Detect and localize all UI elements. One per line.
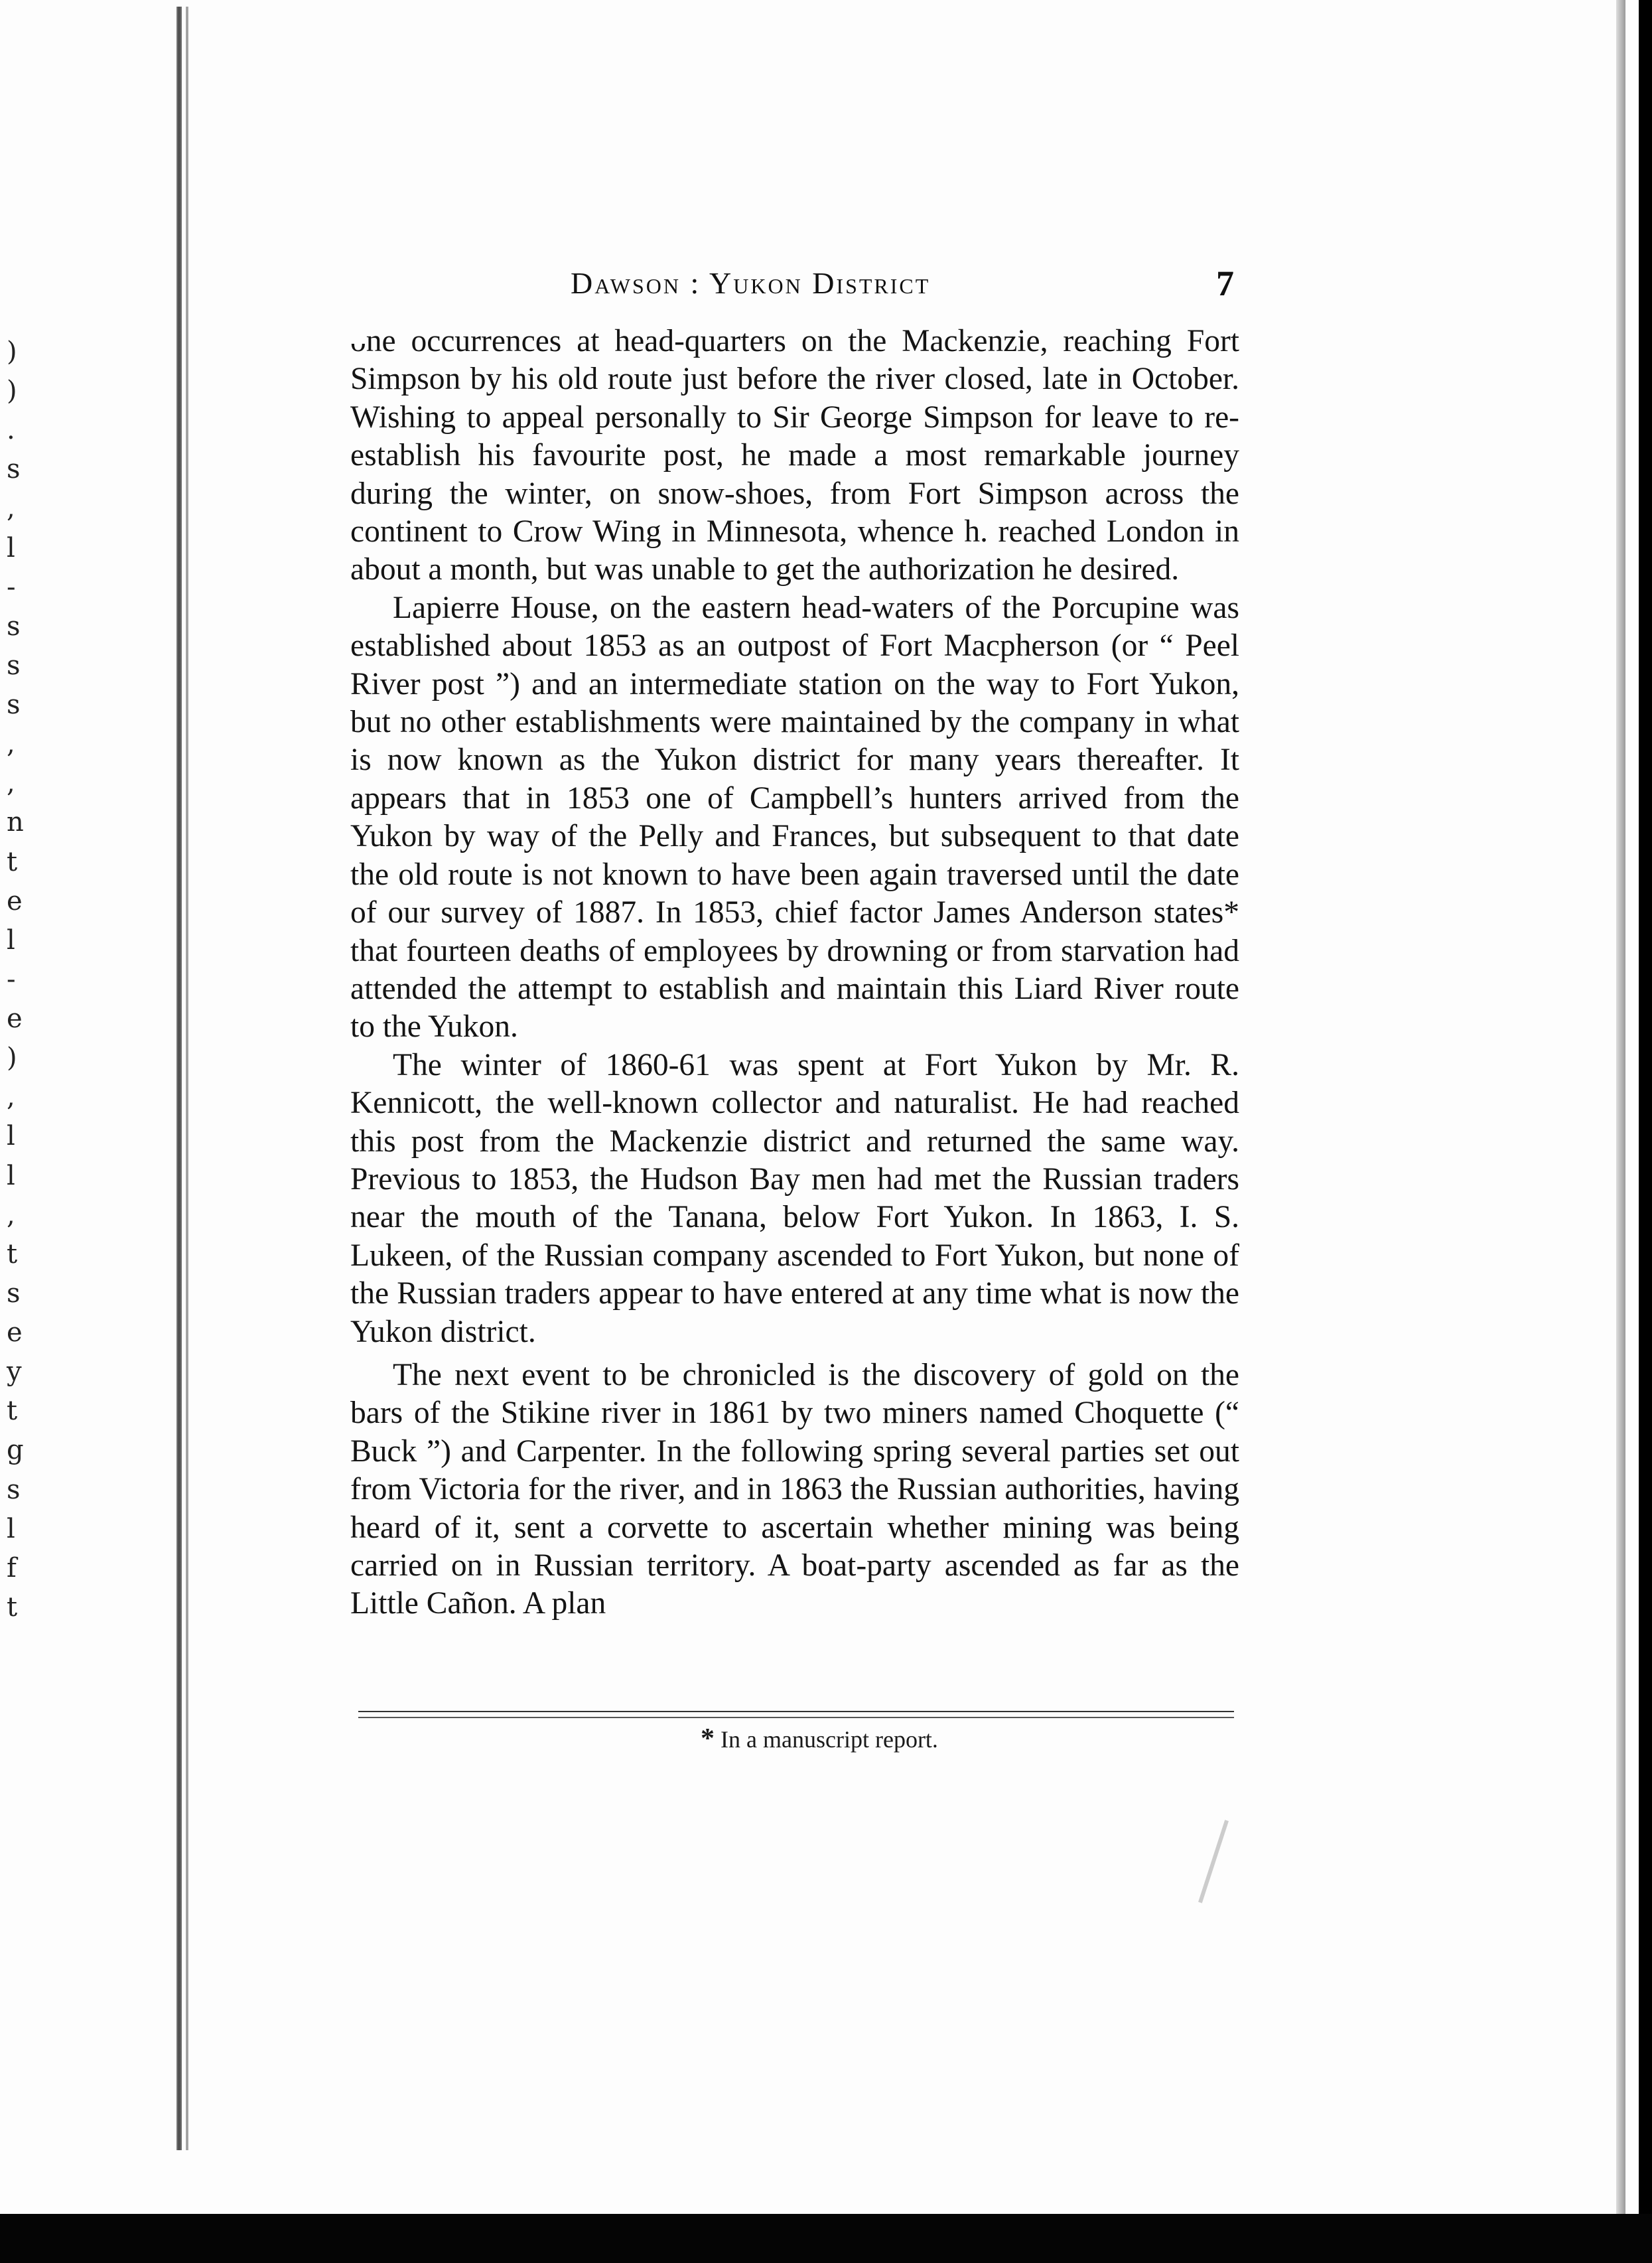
paragraph-3: The winter of 1860-61 was spent at Fort Yukon by Mr. R. Kennicott, the well-known collector and naturalist. He had reached this post from the Mackenzie district and returned the same way. Previous to 1853, the Hudson Bay men had met the Russian traders near the mouth of the Tanana, below Fort Yukon. In 1863, I. S. Lukeen, of the Russian company ascended to Fort Yukon, but none of the Russian traders appear to have entered at any time what is now the Yukon district. xyxy=(350,1047,1239,1349)
footnote-text: In a manuscript report. xyxy=(721,1726,938,1753)
facing-page-fragment: ) xyxy=(7,336,17,367)
facing-page-fragment: s xyxy=(7,690,21,721)
facing-page-fragment: s xyxy=(7,611,21,642)
facing-page-fragment: s xyxy=(7,650,21,681)
facing-page-fragment: , xyxy=(7,729,15,760)
facing-page-fragment: l xyxy=(7,1513,15,1544)
facing-page-fragment: l xyxy=(7,532,15,563)
page-edge-shadow xyxy=(1616,0,1625,2217)
footnote-rule xyxy=(358,1711,1234,1718)
facing-page-fragment: y xyxy=(7,1356,22,1388)
footnote-marker: * xyxy=(701,1723,715,1754)
facing-page-fragment: t xyxy=(7,1238,18,1270)
facing-page-fragment: s xyxy=(7,1278,21,1309)
facing-page-fragment: ) xyxy=(7,376,17,407)
facing-page-fragment: t xyxy=(7,1591,18,1623)
facing-page-fragment: l xyxy=(7,1160,15,1191)
paragraph-2: Lapierre House, on the eastern head-waters of the Porcupine was established about 1853 as an outpost of Fort Macpherson (or “ Peel River post ”) and an intermediate station on the way to Fort Yukon, but no other establishments were maintained by the company in what is now known as the Yukon district for many years thereafter. It appears that in 1853 one of Campbell’s hunters arrived from the Yukon by way of the Pelly and Frances, but subsequent to that date the old route is not known to have been again traversed until the date of our survey of 1887. In 1853, chief factor James Anderson states* that fourteen deaths of employees by drowning or from starvation had attended the attempt to establish and maintain this Liard River route to the Yukon. xyxy=(350,590,1239,1045)
body-text xyxy=(350,323,1239,1623)
footnote xyxy=(0,1723,1639,1755)
facing-page-fragment: g xyxy=(7,1435,24,1466)
binding-line xyxy=(176,7,182,2150)
facing-page-fragment: f xyxy=(7,1552,17,1583)
facing-page-fragment: - xyxy=(7,964,16,995)
facing-page-fragment: s xyxy=(7,1474,21,1505)
scan-scratch-mark xyxy=(1198,1820,1229,1903)
facing-page-fragment: l xyxy=(7,924,15,956)
facing-page-fragment: s xyxy=(7,454,21,485)
facing-page-fragments xyxy=(0,0,27,2217)
facing-page-fragment: ) xyxy=(7,1043,17,1074)
facing-page-fragment: , xyxy=(7,493,15,524)
facing-page-fragment: e xyxy=(7,1317,23,1349)
paragraph-1: ᴗne occurrences at head-quarters on the Mackenzie, reaching Fort Simpson by his old route just before the river closed, late in October. Wishing to appeal personally to Sir George Simpson for leave to re-establish his favourite post, he made a most remarkable journey during the winter, on snow-shoes, from Fort Simpson across the continent to Crow Wing in Minnesota, whence h. reached London in about a month, but was unable to get the authorization he desired. xyxy=(350,324,1239,587)
facing-page-fragment: n xyxy=(7,807,24,838)
facing-page-fragment: e xyxy=(7,1003,23,1035)
facing-page-fragment: e xyxy=(7,885,23,916)
facing-page-fragment: t xyxy=(7,846,18,877)
facing-page-fragment: , xyxy=(7,1082,15,1113)
facing-page-fragment: l xyxy=(7,1121,15,1152)
running-head: Dawson : Yukon District xyxy=(571,266,931,300)
facing-page-fragment: - xyxy=(7,571,16,603)
facing-page-fragment: t xyxy=(7,1396,18,1427)
facing-page-fragment: , xyxy=(7,768,15,799)
binding-line-faint xyxy=(186,7,188,2150)
page-header xyxy=(571,265,1234,305)
facing-page-fragment: . xyxy=(7,415,15,446)
scan-border-bottom xyxy=(0,2214,1652,2263)
facing-page-fragment: , xyxy=(7,1199,15,1230)
paragraph-4: The next event to be chronicled is the discovery of gold on the bars of the Stikine river in 1861 by two miners named Choquette (“ Buck ”) and Carpenter. In the following spring several parties set out from Victoria for the river, and in 1863 the Russian authorities, having heard of it, sent a corvette to ascertain whether mining was being carried on in Russian territory. A boat-party ascended as far as the Little Cañon. A plan xyxy=(350,1357,1239,1621)
page-number: 7 xyxy=(1216,263,1234,303)
